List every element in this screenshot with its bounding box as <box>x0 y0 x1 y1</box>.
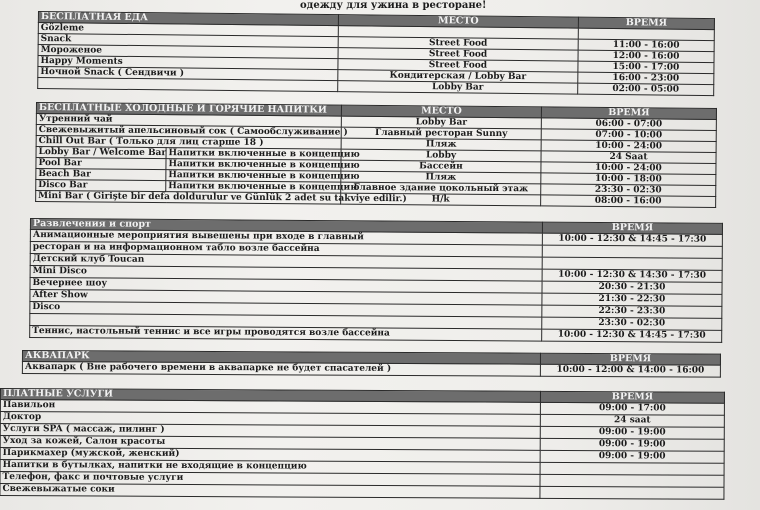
item-name: Парикмахер (мужской, женский) <box>0 448 540 463</box>
item-name: ресторан и на информационном табло возле бассейна <box>30 242 542 258</box>
item-time: 10:00 - 12:00 & 14:00 - 16:00 <box>540 364 720 377</box>
item-place: Пляж <box>341 138 541 151</box>
item-time: 08:00 - 16:00 <box>541 195 716 208</box>
item-time <box>540 474 724 487</box>
item-name: Pool Bar <box>36 158 166 170</box>
item-time: 24 Saat <box>541 151 716 164</box>
time-header: ВРЕМЯ <box>540 391 724 403</box>
item-time: 10:00 - 24:00 <box>541 162 716 175</box>
item-place: Главный ресторан Sunny <box>341 127 541 140</box>
item-name: Доктор <box>0 412 540 427</box>
item-name: Вечернее шоу <box>30 278 542 294</box>
item-name <box>38 78 338 92</box>
item-place: Street Food <box>338 59 578 73</box>
table-row <box>0 484 724 500</box>
item-name: Свежевыжитый апельсиновый сок ( Самообслуживание ) <box>36 125 341 139</box>
item-time: 11:00 - 16:00 <box>578 39 714 51</box>
item-time: 21:30 - 22:30 <box>542 293 722 306</box>
item-note: Напитки включенные в концепцию <box>166 148 341 161</box>
item-name: Mini Disco <box>30 266 542 282</box>
entertainment-table <box>29 218 723 343</box>
place-header: МЕСТО <box>338 15 578 29</box>
item-name: Chill Out Bar ( Только для лиц старше 18 ) <box>36 136 341 150</box>
item-place: Бассейн <box>341 160 541 173</box>
item-name: Snack <box>38 34 338 48</box>
item-time: 07:00 - 10:00 <box>541 129 716 142</box>
item-place: Главное здание цокольный этаж <box>341 182 541 195</box>
item-time: 06:00 - 07:00 <box>541 118 716 131</box>
time-header: ВРЕМЯ <box>540 353 720 365</box>
item-note: Напитки включенные в концепцию <box>166 159 341 172</box>
item-name: Beach Bar <box>36 169 166 181</box>
item-time: 15:00 - 17:00 <box>578 61 714 73</box>
item-place: Lobby Bar <box>338 81 578 95</box>
drinks-table <box>35 102 717 208</box>
item-time: 10:00 - 12:30 & 14:30 - 17:30 <box>542 269 722 282</box>
item-time: 09:00 - 19:00 <box>540 438 724 451</box>
place-header: МЕСТО <box>341 105 541 118</box>
item-time: 09:00 - 17:00 <box>540 402 724 415</box>
item-name: Анимационные мероприятия вывешены при входе в главный <box>30 230 542 246</box>
time-header: ВРЕМЯ <box>541 107 716 120</box>
item-name: Услуги SPA ( массаж, пилинг ) <box>0 424 540 439</box>
item-time: 16:00 - 23:00 <box>578 72 714 84</box>
item-name: Свежевыжатые соки <box>0 484 540 499</box>
section-title: АКВАПАРК <box>22 351 540 365</box>
item-place: Кондитерская / Lobby Bar <box>338 70 578 84</box>
item-name: Уход за кожей, Салон красоты <box>0 436 540 451</box>
item-name: Телефон, факс и почтовые услуги <box>0 472 540 487</box>
item-name: Disco <box>30 302 542 318</box>
item-name: Напитки в бутылках, напитки не входящие в концепцию <box>0 460 540 475</box>
item-name: Lobby Bar / Welcome Bar <box>36 147 166 159</box>
item-time: 23:30 - 02:30 <box>541 184 716 197</box>
item-time: 02:00 - 05:00 <box>578 83 714 95</box>
item-time: 10:00 - 12:30 & 14:45 - 17:30 <box>542 233 722 246</box>
item-name: Mini Bar ( Girişte bir defa doldurulur ve Günlük 2 adet su takviye edilir.) <box>36 191 341 205</box>
item-name: Мороженое <box>38 45 338 59</box>
item-time: 20:30 - 21:30 <box>542 281 722 294</box>
item-time: 12:00 - 16:00 <box>578 50 714 62</box>
item-name: Детский клуб Toucan <box>30 254 542 270</box>
top-note: одежду для ужина в ресторане! <box>300 0 487 11</box>
section-title: БЕСПЛАТНАЯ ЕДА <box>38 12 338 26</box>
item-name: Утренний чай <box>36 114 341 128</box>
item-time: 10:00 - 18:00 <box>541 173 716 186</box>
item-name: Теннис, настольный теннис и все игры проводятся возле бассейна <box>30 326 542 342</box>
item-name: Ночной Snack ( Сендвичи ) <box>38 67 338 81</box>
item-name: Disco Bar <box>36 180 166 192</box>
item-place: Lobby Bar <box>341 116 541 129</box>
item-name: Gözleme <box>38 23 338 37</box>
item-time: 23:30 - 02:30 <box>542 317 722 330</box>
item-time <box>540 462 724 475</box>
item-time <box>540 486 724 499</box>
item-name: Павильон <box>0 400 540 415</box>
item-time: 10:00 - 24:00 <box>541 140 716 153</box>
paid-services-table <box>0 388 725 500</box>
item-name: Аквапарк ( Вне рабочего времени в аквапарке не будет спасателей ) <box>22 362 540 377</box>
item-name: After Show <box>30 290 542 306</box>
item-time: 22:30 - 23:30 <box>542 305 722 318</box>
section-title: ПЛАТНЫЕ УСЛУГИ <box>0 389 540 403</box>
item-name: Happy Moments <box>38 56 338 70</box>
item-time: 24 saat <box>540 414 724 427</box>
item-time: 10:00 - 12:30 & 14:45 - 17:30 <box>542 329 722 342</box>
item-place: Street Food <box>338 37 578 51</box>
time-header: ВРЕМЯ <box>542 222 722 234</box>
item-note: Напитки включенные в концепцию <box>166 170 341 183</box>
item-place: H/k <box>341 193 541 206</box>
item-note: Напитки включенные в концепцию <box>166 181 341 194</box>
item-place: Lobby <box>341 149 541 162</box>
item-place: Пляж <box>341 171 541 184</box>
item-place: Street Food <box>338 48 578 62</box>
free-food-table <box>37 11 715 96</box>
aquapark-table <box>22 350 721 378</box>
item-time: 09:00 - 19:00 <box>540 426 724 439</box>
time-header: ВРЕМЯ <box>578 17 714 29</box>
item-time: 09:00 - 19:00 <box>540 450 724 463</box>
section-title: БЕСПЛАТНЫЕ ХОЛОДНЫЕ И ГОРЯЧИЕ НАПИТКИ <box>36 103 341 117</box>
section-title: Развлечения и спорт <box>30 219 542 234</box>
